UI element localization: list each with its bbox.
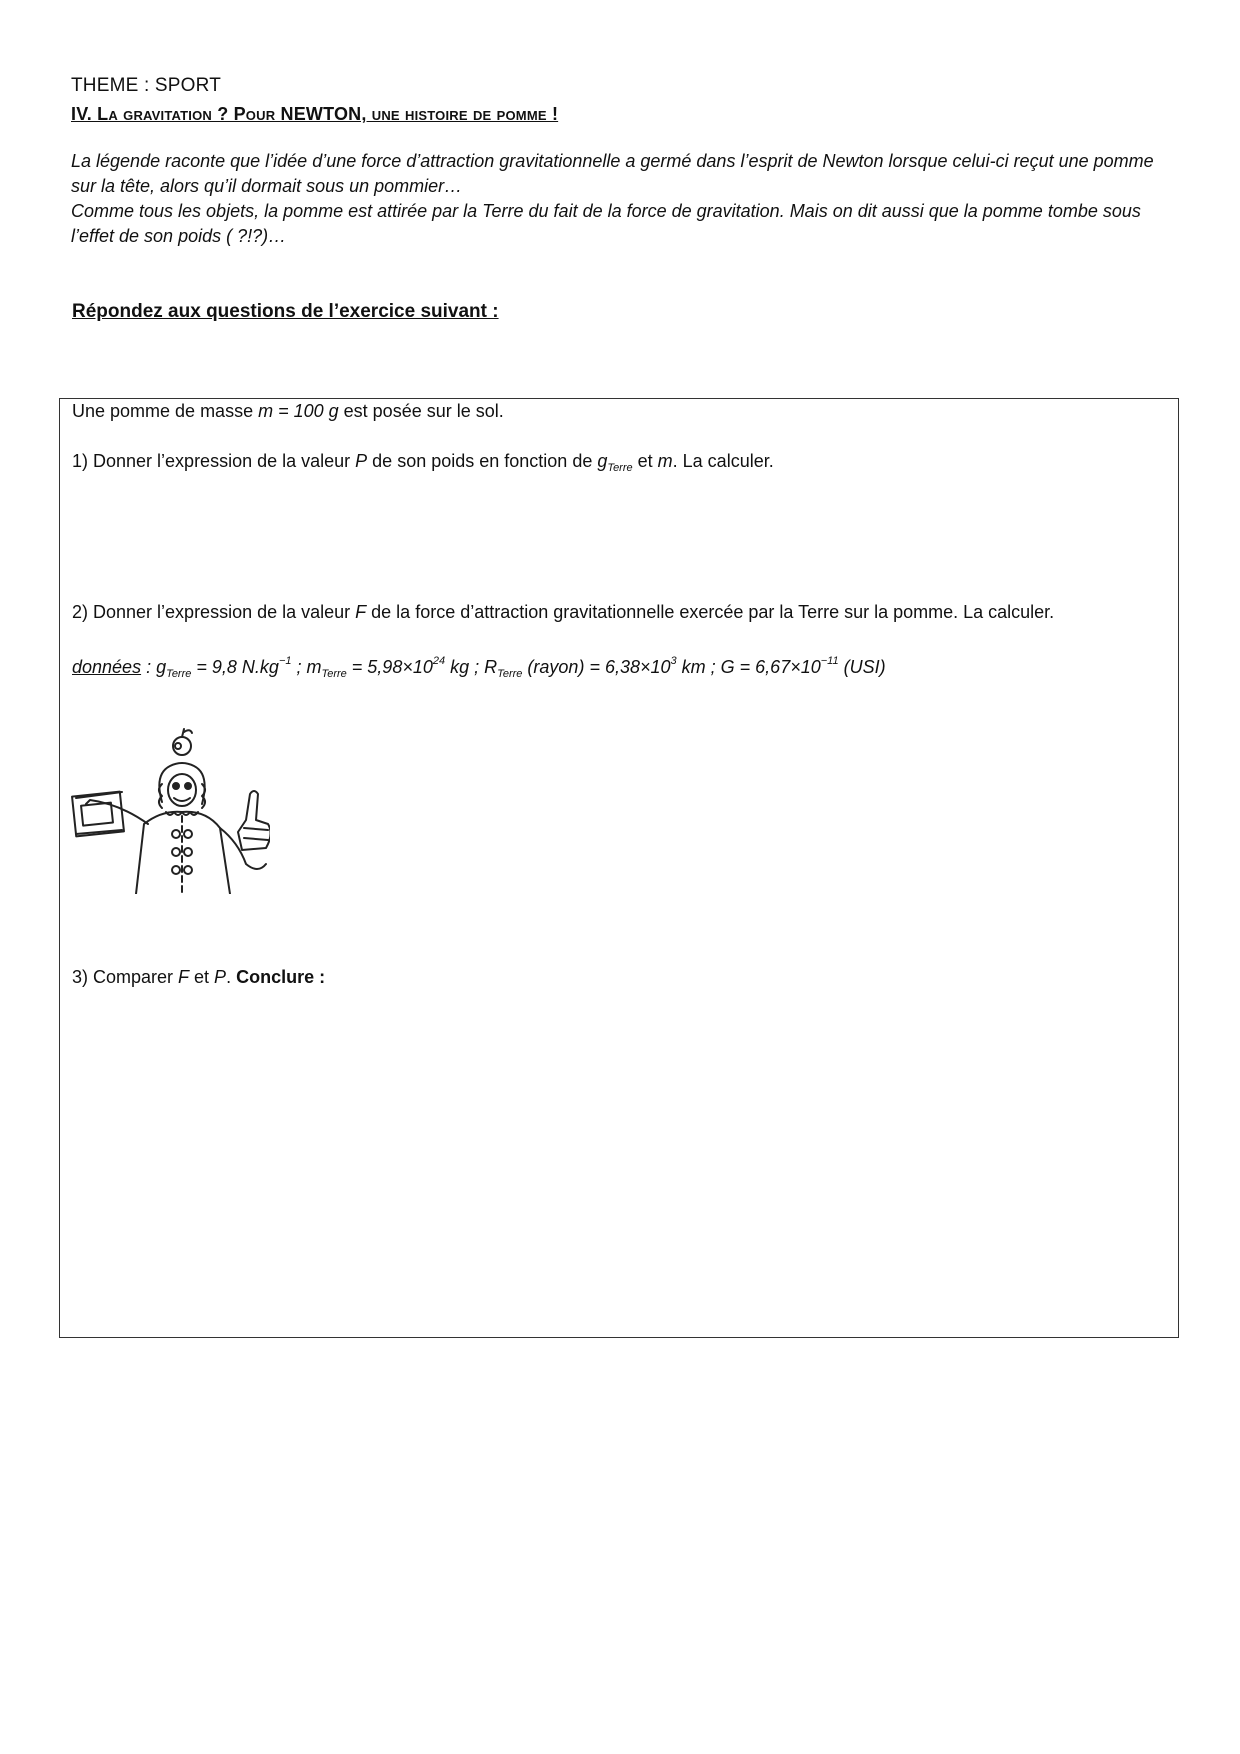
page-title: IV. La gravitation ? Pour NEWTON, une histoire de pomme ! <box>71 104 559 124</box>
exercise-statement: Une pomme de masse m = 100 g est posée sur le sol. <box>72 401 504 421</box>
question-2: 2) Donner l’expression de la valeur F de la force d’attraction gravitationnelle exercée par la Terre sur la pomme. La calculer. <box>72 602 1055 622</box>
exercise-instruction: Répondez aux questions de l’exercice suivant : <box>72 301 499 322</box>
question-1: 1) Donner l’expression de la valeur P de son poids en fonction de $g_{Terre}$ et m. La calculer. <box>72 451 774 474</box>
newton-cartoon-illustration <box>70 724 270 894</box>
exercise-box <box>59 398 1179 1338</box>
apple-icon <box>173 729 192 755</box>
data-line: données : $g_{Terre} = 9,8$ $N.kg^{-1}$ ; $m_{Terre} = 5,98\times 10^{24}$ kg ; $R_{Terre}$ (rayon) = $6,38\times 10^3$ km ; $G = 6,67\times 10^{-11}$ (USI) <box>72 655 886 680</box>
question-3: 3) Comparer F et P. Conclure : <box>72 967 326 987</box>
theme-line: THEME : SPORT <box>71 75 222 96</box>
intro-paragraph-2: Comme tous les objets, la pomme est attirée par la Terre du fait de la force de gravitation. Mais on dit aussi que la pomme tombe sous l’effet de son poids ( ?!?)… <box>71 201 1141 246</box>
intro-paragraph-1: La légende raconte que l’idée d’une force d’attraction gravitationnelle a germé dans l’esprit de Newton lorsque celui-ci reçut une pomme sur la tête, alors qu’il dormait sous un pommier… <box>71 151 1154 196</box>
intro-text <box>71 149 1181 249</box>
